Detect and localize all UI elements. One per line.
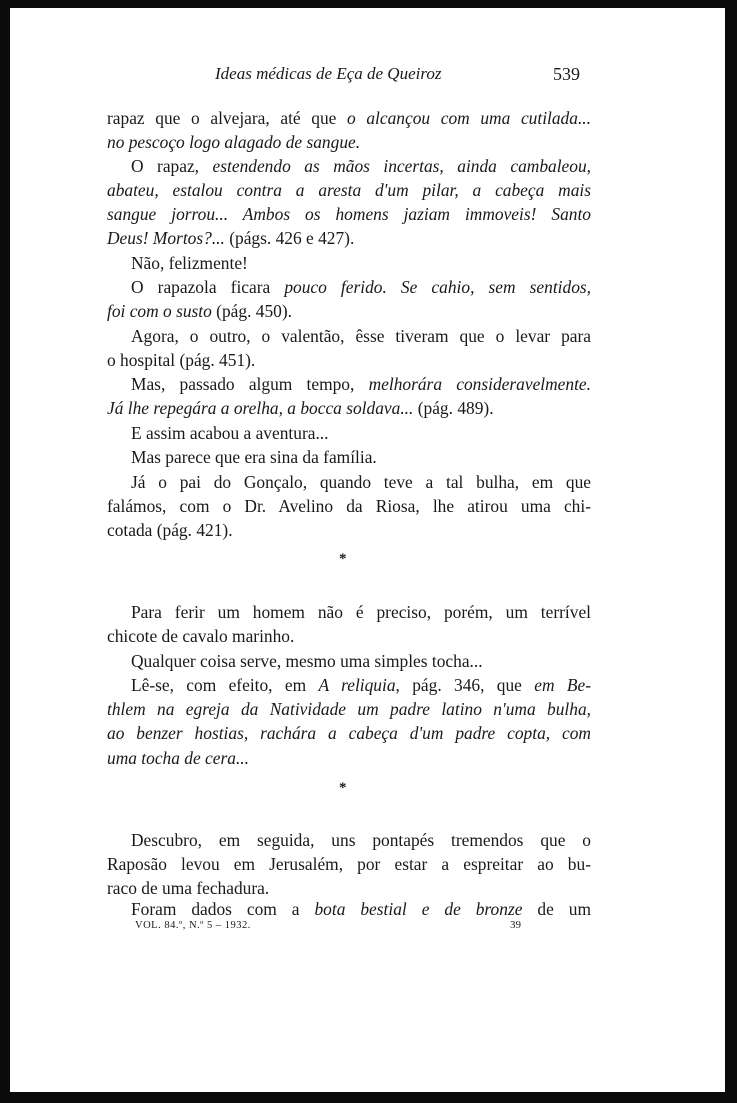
italic-segment: melhorára consideravelmente.: [368, 374, 591, 394]
italic-segment: uma tocha de cera...: [107, 748, 249, 768]
text-segment: Não, felizmente!: [131, 253, 248, 273]
text-line: [107, 675, 591, 695]
text-segment: Já o pai do Gonçalo, quando teve a tal bulha, em que: [131, 472, 591, 492]
running-title: Ideas médicas de Eça de Queiroz: [215, 64, 442, 83]
text-line: [107, 520, 591, 540]
text-line: [107, 854, 591, 874]
text-line: [107, 326, 591, 346]
text-segment: o hospital (pág. 451).: [107, 350, 256, 370]
text-line: [107, 374, 591, 394]
text-segment: O rapazola ficara: [131, 277, 285, 297]
text-line: [107, 447, 591, 467]
italic-segment: ao benzer hostias, rachára a cabeça d'um padre copta, com: [107, 723, 591, 743]
text-segment: de um: [522, 899, 591, 919]
text-segment: raco de uma fechadura.: [107, 878, 270, 898]
italic-segment: A reliquia: [318, 675, 396, 695]
text-line: [107, 277, 591, 297]
book-page: [10, 8, 725, 1092]
text-line: [107, 301, 591, 321]
italic-segment: Já lhe repegára a orelha, a bocca soldava...: [107, 398, 414, 418]
text-line: [107, 132, 591, 152]
signature-mark: 39: [510, 919, 521, 931]
text-line: [107, 830, 591, 850]
text-line: [107, 723, 591, 743]
text-segment: E assim acabou a aventura...: [131, 423, 329, 443]
volume-info: VOL. 84.º, N.º 5 – 1932.: [135, 920, 251, 931]
section-separator: *: [339, 780, 347, 796]
italic-segment: o alcançou com uma cutilada...: [347, 108, 591, 128]
italic-segment: foi com o susto: [107, 301, 212, 321]
text-line: [107, 228, 591, 248]
text-line: [107, 350, 591, 370]
italic-segment: em Be-: [534, 675, 592, 695]
italic-segment: estendendo as mãos incertas, ainda cambaleou,: [212, 156, 592, 176]
page-number: 539: [553, 64, 580, 84]
italic-segment: bota bestial e de bronze: [314, 899, 523, 919]
italic-segment: no pescoço logo alagado de sangue.: [107, 132, 361, 152]
text-line: [107, 156, 591, 176]
text-line: [107, 108, 591, 128]
text-segment: falámos, com o Dr. Avelino da Riosa, lhe atirou uma chi-: [107, 496, 591, 516]
text-segment: Descubro, em seguida, uns pontapés tremendos que o: [131, 830, 591, 850]
text-line: [107, 204, 591, 224]
text-line: [107, 878, 591, 898]
text-segment: Raposão levou em Jerusalém, por estar a espreitar ao bu-: [107, 854, 591, 874]
text-line: [107, 626, 591, 646]
italic-segment: pouco ferido. Se cahio, sem sentidos,: [284, 277, 592, 297]
text-segment: , pág. 346, que: [395, 675, 535, 695]
text-line: [107, 602, 591, 622]
text-segment: (pág. 489).: [413, 398, 494, 418]
text-segment: cotada (pág. 421).: [107, 520, 233, 540]
text-segment: (págs. 426 e 427).: [224, 228, 355, 248]
text-segment: Qualquer coisa serve, mesmo uma simples tocha...: [131, 651, 483, 671]
text-line: [107, 180, 591, 200]
text-segment: Mas, passado algum tempo,: [131, 374, 369, 394]
text-segment: O rapaz,: [131, 156, 213, 176]
text-line: [107, 496, 591, 516]
text-segment: Mas parece que era sina da família.: [131, 447, 377, 467]
text-line: [107, 423, 591, 443]
italic-segment: abateu, estalou contra a aresta d'um pilar, a cabeça mais: [107, 180, 591, 200]
italic-segment: sangue jorrou... Ambos os homens jaziam immoveis! Santo: [107, 204, 591, 224]
text-segment: Para ferir um homem não é preciso, porém, um terrível: [131, 602, 591, 622]
text-segment: rapaz que o alvejara, até que: [107, 108, 348, 128]
italic-segment: thlem na egreja da Natividade um padre latino n'uma bulha,: [107, 699, 591, 719]
text-segment: chicote de cavalo marinho.: [107, 626, 295, 646]
text-segment: Lê-se, com efeito, em: [131, 675, 319, 695]
text-segment: (pág. 450).: [211, 301, 292, 321]
text-line: [107, 472, 591, 492]
section-separator: *: [339, 551, 347, 567]
text-segment: Agora, o outro, o valentão, êsse tiveram que o levar para: [131, 326, 591, 346]
text-line: [107, 651, 591, 671]
text-line: [107, 899, 591, 919]
italic-segment: Deus! Mortos?...: [107, 228, 225, 248]
text-line: [107, 699, 591, 719]
text-line: [107, 748, 591, 768]
text-segment: Foram dados com a: [131, 899, 315, 919]
text-line: [107, 398, 591, 418]
text-line: [107, 253, 591, 273]
